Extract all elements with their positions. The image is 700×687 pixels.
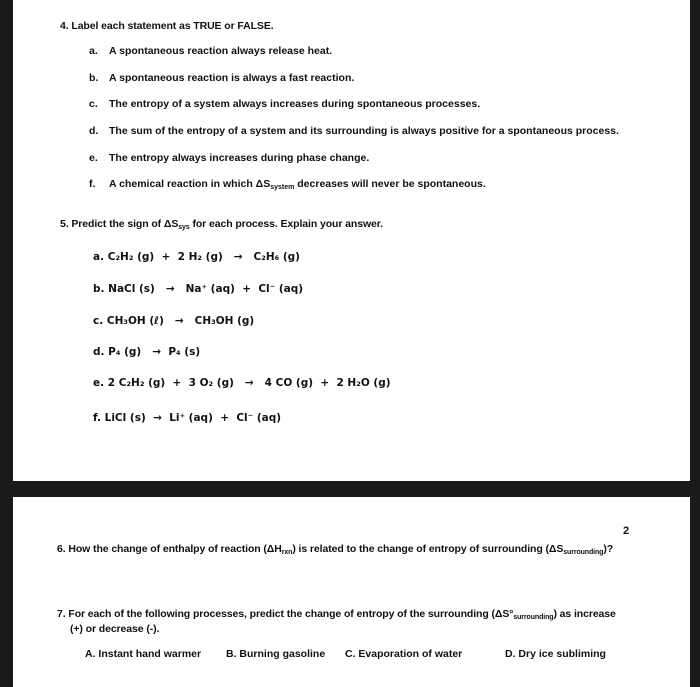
q5-f-product-2: Cl⁻ (aq) (236, 412, 282, 424)
q5-b-arrow: → (165, 283, 175, 295)
q6-sub-rxn: rxn (281, 549, 293, 556)
q4-e-text: The entropy always increases during phase change. (109, 152, 370, 164)
q7-option-b (226, 648, 325, 660)
q5-c-reactant-1: CH₃OH (ℓ) (106, 315, 164, 327)
q4-e-label: e. (89, 152, 98, 164)
q5-e-product-2: 2 H₂O (g) (336, 377, 391, 389)
question-4-title: 4. Label each statement as TRUE or FALSE. (60, 20, 274, 32)
q5-c-product-1: CH₃OH (g) (194, 315, 255, 327)
q4-a-label: a. (89, 45, 98, 57)
q5-a-label: a. (93, 251, 105, 263)
q5-a-plus: + (161, 251, 171, 263)
q5-reaction-a (93, 251, 300, 263)
q5-reaction-d (93, 346, 200, 358)
q5-b-plus: + (242, 283, 252, 295)
q7-option-d (505, 648, 606, 660)
q4-statement-a (89, 45, 332, 57)
q5-b-product-1: Na⁺ (aq) (185, 283, 235, 295)
q7-line1-sub: surrounding (513, 614, 554, 621)
q5-f-product-1: Li⁺ (aq) (169, 412, 213, 424)
q5-e-product-1: 4 CO (g) (264, 377, 314, 389)
q7-option-c-text: Evaporation of water (358, 648, 463, 660)
q4-f-text-before: A chemical reaction in which ΔS (109, 178, 271, 190)
q5-f-label: f. (93, 412, 101, 424)
worksheet-page-1 (13, 0, 690, 481)
q7-option-d-text: Dry ice subliming (518, 648, 606, 660)
q4-c-label: c. (89, 98, 98, 110)
q4-statement-e (89, 152, 369, 164)
q4-f-label: f. (89, 178, 96, 190)
question-7-line-2: (+) or decrease (-). (70, 623, 160, 635)
q5-c-label: c. (93, 315, 104, 327)
q5-b-reactant-1: NaCl (s) (108, 283, 155, 295)
q5-f-plus: + (220, 412, 229, 424)
q5-b-label: b. (93, 283, 105, 295)
q7-line1-before: 7. For each of the following processes, predict the change of entropy of the surrounding (ΔS° (57, 608, 514, 620)
q4-f-text-after: decreases will never be spontaneous. (294, 178, 486, 190)
q5-a-reactant-1: C₂H₂ (g) (107, 251, 155, 263)
q4-b-label: b. (89, 72, 99, 84)
q5-reaction-c (93, 315, 254, 327)
q5-d-arrow: → (152, 346, 162, 358)
question-7-line-1 (57, 608, 616, 621)
question-5-title (60, 218, 383, 231)
q7-option-a-text: Instant hand warmer (98, 648, 202, 660)
q4-statement-b (89, 72, 354, 84)
q5-e-reactant-2: 3 O₂ (g) (188, 377, 234, 389)
q7-option-d-label: D. (505, 648, 516, 660)
page-number: 2 (623, 525, 630, 537)
q7-option-b-text: Burning gasoline (239, 648, 326, 660)
q7-option-a-label: A. (85, 648, 96, 660)
q5-e-label: e. (93, 377, 105, 389)
q5-e-arrow: → (244, 377, 254, 389)
q4-f-subscript: system (270, 184, 295, 191)
q5-reaction-e (93, 377, 391, 389)
q5-b-product-2: Cl⁻ (aq) (258, 283, 304, 295)
q5-a-product-1: C₂H₆ (g) (253, 251, 300, 263)
q5-a-arrow: → (233, 251, 243, 263)
q5-title-sub: sys (178, 224, 190, 231)
q7-option-c (345, 648, 462, 660)
q5-f-reactant-1: LiCl (s) (104, 412, 146, 424)
q4-d-label: d. (89, 125, 99, 137)
q4-statement-c (89, 98, 480, 110)
q5-d-label: d. (93, 346, 105, 358)
q6-text-after: )? (603, 543, 614, 555)
q5-reaction-b (93, 283, 303, 295)
q5-reaction-f (93, 412, 281, 424)
q7-option-c-label: C. (345, 648, 356, 660)
q4-b-text: A spontaneous reaction is always a fast reaction. (109, 72, 355, 84)
q4-c-text: The entropy of a system always increases during spontaneous processes. (109, 98, 481, 110)
q5-d-product-1: P₄ (s) (168, 346, 201, 358)
q5-e-plus-2: + (320, 377, 330, 389)
q5-title-after: for each process. Explain your answer. (189, 218, 383, 230)
q5-e-reactant-1: 2 C₂H₂ (g) (107, 377, 166, 389)
q5-e-plus-1: + (172, 377, 182, 389)
worksheet-page-2 (13, 497, 690, 687)
q5-c-arrow: → (174, 315, 184, 327)
q6-text-mid: ) is related to the change of entropy of surrounding (ΔS (292, 543, 564, 555)
q4-d-text: The sum of the entropy of a system and its surrounding is always positive for a spontaneous process. (109, 125, 619, 137)
q7-option-a (85, 648, 201, 660)
q4-statement-f (89, 178, 486, 191)
q5-d-reactant-1: P₄ (g) (108, 346, 142, 358)
q5-a-reactant-2: 2 H₂ (g) (177, 251, 223, 263)
q6-text-before: 6. How the change of enthalpy of reaction (ΔH (57, 543, 282, 555)
q4-a-text: A spontaneous reaction always release heat. (109, 45, 333, 57)
q4-statement-d (89, 125, 619, 137)
q5-f-arrow: → (153, 412, 162, 424)
question-6 (57, 543, 613, 556)
q7-option-b-label: B. (226, 648, 237, 660)
q7-line1-after: ) as increase (553, 608, 616, 620)
q6-sub-surrounding: surrounding (563, 549, 604, 556)
q5-title-before: 5. Predict the sign of ΔS (60, 218, 179, 230)
